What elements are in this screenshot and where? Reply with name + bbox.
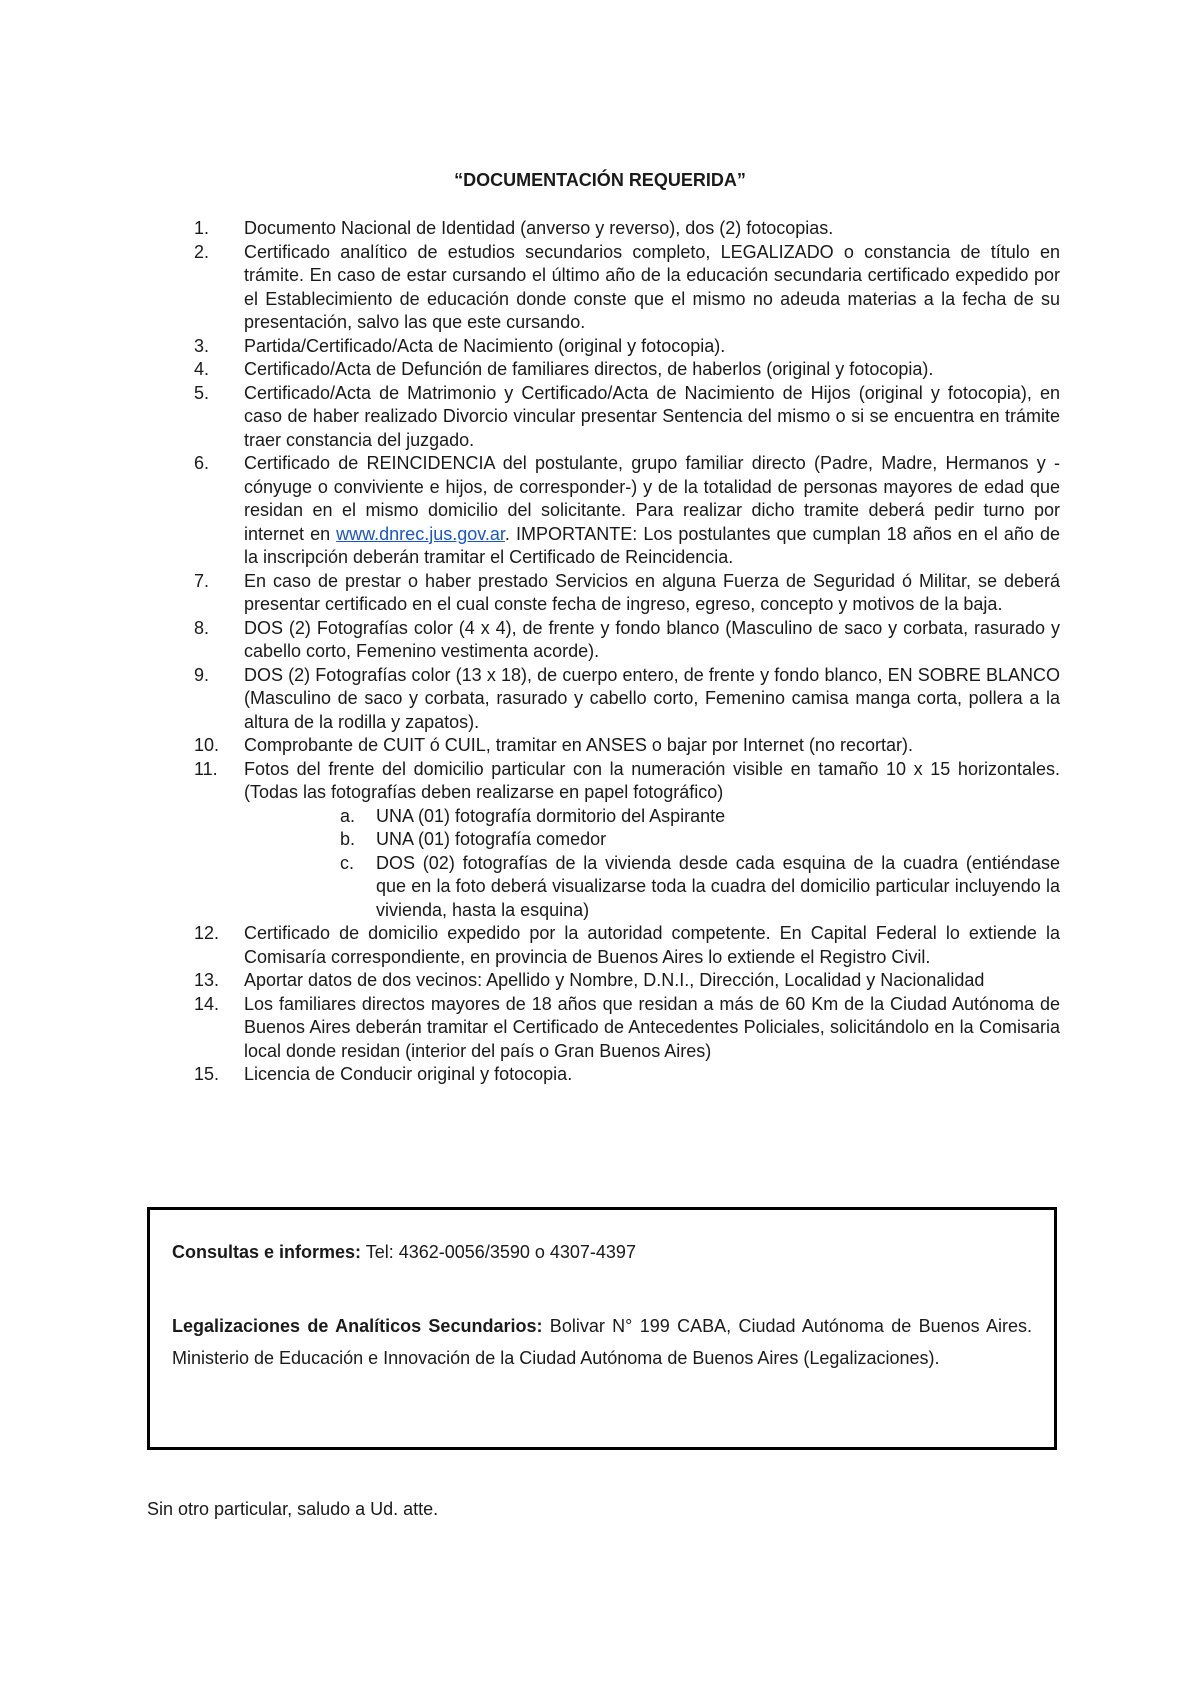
item-number: 14. (194, 993, 220, 1014)
list-item (194, 241, 1060, 335)
requirements-list (194, 217, 1060, 1087)
page-title: “DOCUMENTACIÓN REQUERIDA” (454, 170, 746, 190)
list-item (194, 758, 1060, 923)
sub-item-text: DOS (02) fotografías de la vivienda desde cada esquina de la cuadra (entiéndase que en la foto deberá visualizarse toda la cuadra del domicilio particular incluyendo la vivienda, hasta la esquina) (376, 852, 1060, 920)
list-item (194, 217, 1060, 241)
item-number: 9. (194, 664, 210, 685)
item-text: Comprobante de CUIT ó CUIL, tramitar en ANSES o bajar por Internet (no recortar). (244, 735, 913, 755)
item-text-before-link: Certificado de REINCIDENCIA del postulante, grupo familiar directo (Padre, Madre, Hermanos y -cónyuge o conviviente e hijos, de corresponder-) y de la totalidad de personas mayores de edad que residan en el mismo domicilio del solicitante. Para realizar dicho tramite deberá pedir turno por internet en (244, 453, 1060, 544)
item-text: En caso de prestar o haber prestado Servicios en alguna Fuerza de Seguridad ó Militar, se deberá presentar certificado en el cual conste fecha de ingreso, egreso, concepto y motivos de la baja. (244, 570, 1060, 614)
consultas-label: Consultas e informes: (172, 1242, 362, 1262)
list-item (194, 382, 1060, 453)
sub-list-item (340, 852, 1060, 923)
item-text: Certificado/Acta de Matrimonio y Certificado/Acta de Nacimiento de Hijos (original y fotocopia), en caso de haber realizado Divorcio vincular presentar Sentencia del mismo o si se encuentra en trámite traer constancia del juzgado. (244, 382, 1060, 450)
list-item (194, 664, 1060, 735)
item-number: 15. (194, 1064, 220, 1084)
item-number: 5. (194, 382, 210, 403)
sub-list-item (340, 828, 1060, 852)
sub-item-letter: c. (340, 852, 355, 873)
item-text (244, 452, 1060, 570)
consultas-text: Tel: 4362-0056/3590 o 4307-4397 (361, 1242, 636, 1262)
item-text: Los familiares directos mayores de 18 años que residan a más de 60 Km de la Ciudad Autónoma de Buenos Aires deberán tramitar el Certificado de Antecedentes Policiales, solicitándolo en la Comisaria local donde residan (interior del país o Gran Buenos Aires) (244, 993, 1060, 1061)
item-number: 8. (194, 617, 210, 638)
item-text: Licencia de Conducir original y fotocopia. (244, 1064, 573, 1084)
item-text: Documento Nacional de Identidad (anverso y reverso), dos (2) fotocopias. (244, 218, 834, 238)
item-number: 2. (194, 241, 210, 262)
item-number: 12. (194, 923, 220, 943)
item-text: Aportar datos de dos vecinos: Apellido y Nombre, D.N.I., Dirección, Localidad y Nacionalidad (244, 970, 985, 990)
consultas-paragraph (172, 1236, 1032, 1268)
item-number: 6. (194, 453, 210, 473)
legalizaciones-paragraph (172, 1310, 1032, 1374)
dnrec-link[interactable]: www.dnrec.jus.gov.ar (336, 523, 505, 544)
item-number: 13. (194, 970, 220, 990)
list-item (194, 734, 1060, 758)
sub-item-letter: a. (340, 805, 356, 826)
item-text: Fotos del frente del domicilio particular con la numeración visible en tamaño 10 x 15 horizontales. (Todas las fotografías deben realizarse en papel fotográfico) (244, 758, 1060, 802)
item-text: Partida/Certificado/Acta de Nacimiento (original y fotocopia). (244, 335, 726, 356)
item-text: DOS (2) Fotografías color (13 x 18), de cuerpo entero, de frente y fondo blanco, EN SOBRE BLANCO (Masculino de saco y corbata, rasurado y cabello corto, Femenino camisa manga corta, pollera a la altura de la rodilla y zapatos). (244, 664, 1060, 732)
item-number: 3. (194, 335, 210, 356)
sub-list-item (340, 805, 1060, 829)
item-number: 7. (194, 570, 210, 591)
list-item (194, 1063, 1060, 1087)
list-item (194, 358, 1060, 382)
list-item (194, 570, 1060, 617)
item-number: 11. (194, 758, 218, 779)
closing-line: Sin otro particular, saludo a Ud. atte. (147, 1499, 439, 1519)
list-item (194, 922, 1060, 969)
list-item (194, 452, 1060, 570)
sub-item-text: UNA (01) fotografía comedor (376, 829, 607, 849)
legalizaciones-label: Legalizaciones de Analíticos Secundarios: (172, 1316, 543, 1336)
list-item (194, 993, 1060, 1064)
item-text: DOS (2) Fotografías color (4 x 4), de frente y fondo blanco (Masculino de saco y corbata, rasurado y cabello corto, Femenino vestimenta acorde). (244, 617, 1060, 661)
item-number: 10. (194, 735, 220, 755)
photo-sublist (244, 805, 1060, 923)
list-item (194, 617, 1060, 664)
item-number: 4. (194, 359, 210, 379)
list-item (194, 969, 1060, 993)
legalizaciones-text: Bolivar N° 199 CABA, Ciudad Autónoma de Buenos Aires. Ministerio de Educación e Innovación de la Ciudad Autónoma de Buenos Aires (Legalizaciones). (172, 1316, 1033, 1368)
sub-item-text: UNA (01) fotografía dormitorio del Aspirante (376, 805, 726, 826)
item-text: Certificado/Acta de Defunción de familiares directos, de haberlos (original y fotocopia). (244, 359, 934, 379)
item-text-after-link: . IMPORTANTE: Los postulantes que cumplan 18 años en el año de la inscripción deberán tramitar el Certificado de Reincidencia. (244, 523, 1061, 567)
item-number: 1. (194, 218, 210, 238)
item-text: Certificado de domicilio expedido por la autoridad competente. En Capital Federal lo extiende la Comisaría correspondiente, en provincia de Buenos Aires lo extiende el Registro Civil. (244, 923, 1060, 967)
item-text: Certificado analítico de estudios secundarios completo, LEGALIZADO o constancia de título en trámite. En caso de estar cursando el último año de la educación secundaria certificado expedido por el Establecimiento de educación donde conste que el mismo no adeuda materias a la fecha de su presentación, salvo las que este cursando. (244, 241, 1060, 332)
sub-item-letter: b. (340, 829, 356, 849)
list-item (194, 335, 1060, 359)
contact-info-box (147, 1207, 1057, 1450)
